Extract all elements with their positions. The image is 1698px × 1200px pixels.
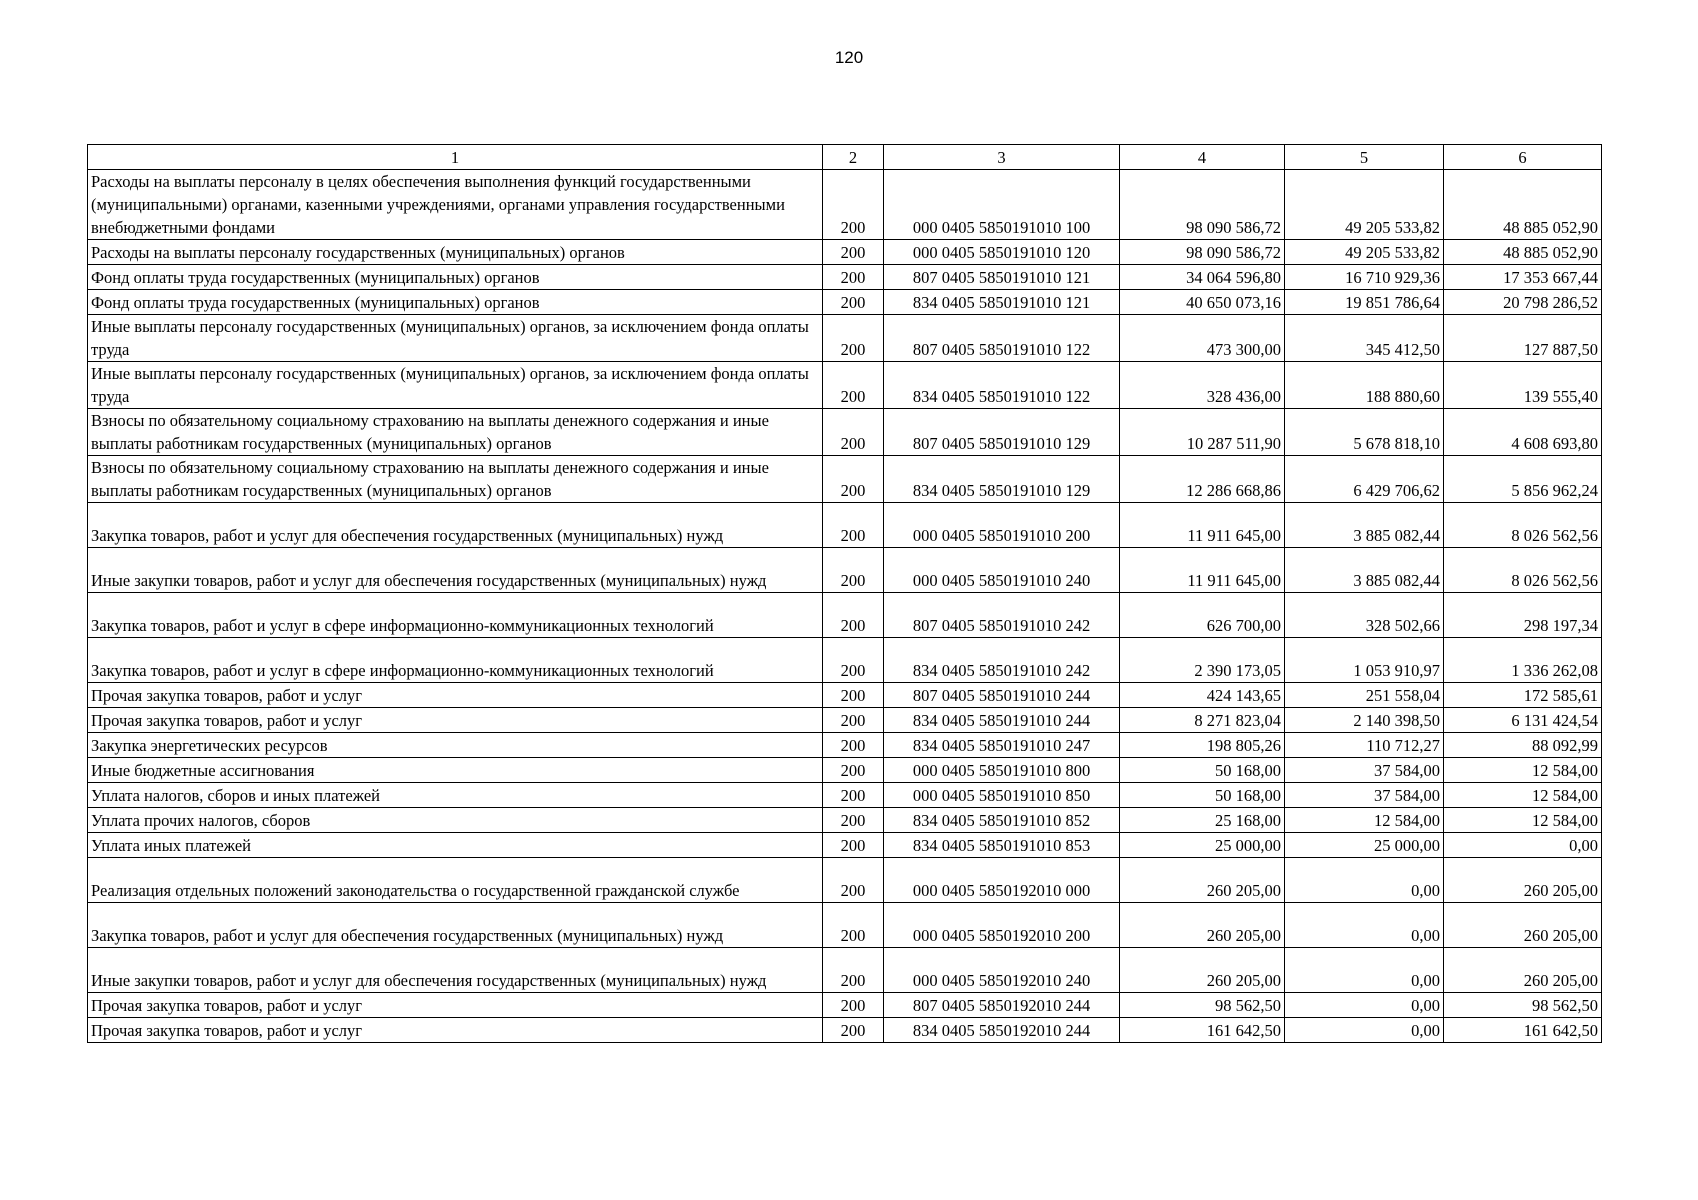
- row-line-code: 200: [823, 265, 884, 290]
- table-row: [88, 783, 1602, 808]
- row-unexecuted-amount: 5 856 962,24: [1444, 456, 1602, 503]
- row-unexecuted-amount: 260 205,00: [1444, 903, 1602, 948]
- row-executed-amount: 251 558,04: [1285, 683, 1444, 708]
- row-budget-code: 834 0405 5850191010 121: [884, 290, 1120, 315]
- row-unexecuted-amount: 0,00: [1444, 833, 1602, 858]
- table-row: [88, 903, 1602, 948]
- row-unexecuted-amount: 260 205,00: [1444, 858, 1602, 903]
- row-line-code: 200: [823, 948, 884, 993]
- table-row: [88, 638, 1602, 683]
- row-budget-code: 834 0405 5850191010 244: [884, 708, 1120, 733]
- row-executed-amount: 3 885 082,44: [1285, 548, 1444, 593]
- table-row: [88, 733, 1602, 758]
- row-line-code: 200: [823, 456, 884, 503]
- row-executed-amount: 328 502,66: [1285, 593, 1444, 638]
- row-budget-code: 834 0405 5850191010 122: [884, 362, 1120, 409]
- row-line-code: 200: [823, 783, 884, 808]
- row-name: Уплата иных платежей: [88, 833, 823, 858]
- row-executed-amount: 110 712,27: [1285, 733, 1444, 758]
- table-row: [88, 993, 1602, 1018]
- row-executed-amount: 3 885 082,44: [1285, 503, 1444, 548]
- row-line-code: 200: [823, 315, 884, 362]
- row-budget-code: 000 0405 5850191010 200: [884, 503, 1120, 548]
- row-approved-amount: 260 205,00: [1120, 948, 1285, 993]
- row-executed-amount: 25 000,00: [1285, 833, 1444, 858]
- column-header: 6: [1444, 145, 1602, 170]
- row-line-code: 200: [823, 170, 884, 240]
- row-line-code: 200: [823, 758, 884, 783]
- row-name: Закупка товаров, работ и услуг в сфере информационно-коммуникационных технологий: [88, 638, 823, 683]
- row-line-code: 200: [823, 548, 884, 593]
- row-name: Взносы по обязательному социальному страхованию на выплаты денежного содержания и иные выплаты работникам государственных (муниципальных) органов: [88, 456, 823, 503]
- row-approved-amount: 40 650 073,16: [1120, 290, 1285, 315]
- row-budget-code: 000 0405 5850192010 200: [884, 903, 1120, 948]
- row-name: Расходы на выплаты персоналу государственных (муниципальных) органов: [88, 240, 823, 265]
- row-approved-amount: 25 000,00: [1120, 833, 1285, 858]
- table-row: [88, 548, 1602, 593]
- table-row: [88, 503, 1602, 548]
- row-line-code: 200: [823, 362, 884, 409]
- row-unexecuted-amount: 6 131 424,54: [1444, 708, 1602, 733]
- row-executed-amount: 49 205 533,82: [1285, 170, 1444, 240]
- row-line-code: 200: [823, 708, 884, 733]
- row-line-code: 200: [823, 1018, 884, 1043]
- column-header: 5: [1285, 145, 1444, 170]
- table-row: [88, 1018, 1602, 1043]
- row-line-code: 200: [823, 503, 884, 548]
- column-header: 4: [1120, 145, 1285, 170]
- row-unexecuted-amount: 12 584,00: [1444, 783, 1602, 808]
- row-unexecuted-amount: 161 642,50: [1444, 1018, 1602, 1043]
- row-approved-amount: 25 168,00: [1120, 808, 1285, 833]
- row-budget-code: 000 0405 5850191010 100: [884, 170, 1120, 240]
- row-name: Иные выплаты персоналу государственных (муниципальных) органов, за исключением фонда оплаты труда: [88, 315, 823, 362]
- column-header: 1: [88, 145, 823, 170]
- row-executed-amount: 345 412,50: [1285, 315, 1444, 362]
- row-executed-amount: 1 053 910,97: [1285, 638, 1444, 683]
- row-executed-amount: 37 584,00: [1285, 758, 1444, 783]
- row-name: Иные закупки товаров, работ и услуг для обеспечения государственных (муниципальных) нужд: [88, 548, 823, 593]
- row-approved-amount: 260 205,00: [1120, 903, 1285, 948]
- row-unexecuted-amount: 4 608 693,80: [1444, 409, 1602, 456]
- row-line-code: 200: [823, 290, 884, 315]
- row-unexecuted-amount: 172 585,61: [1444, 683, 1602, 708]
- row-budget-code: 834 0405 5850191010 129: [884, 456, 1120, 503]
- row-line-code: 200: [823, 593, 884, 638]
- row-line-code: 200: [823, 409, 884, 456]
- row-unexecuted-amount: 8 026 562,56: [1444, 503, 1602, 548]
- table-row: [88, 833, 1602, 858]
- row-approved-amount: 11 911 645,00: [1120, 548, 1285, 593]
- row-line-code: 200: [823, 903, 884, 948]
- row-approved-amount: 328 436,00: [1120, 362, 1285, 409]
- row-budget-code: 000 0405 5850191010 800: [884, 758, 1120, 783]
- row-unexecuted-amount: 12 584,00: [1444, 808, 1602, 833]
- row-executed-amount: 0,00: [1285, 993, 1444, 1018]
- row-executed-amount: 6 429 706,62: [1285, 456, 1444, 503]
- row-name: Прочая закупка товаров, работ и услуг: [88, 1018, 823, 1043]
- row-unexecuted-amount: 88 092,99: [1444, 733, 1602, 758]
- row-line-code: 200: [823, 808, 884, 833]
- row-approved-amount: 198 805,26: [1120, 733, 1285, 758]
- row-executed-amount: 12 584,00: [1285, 808, 1444, 833]
- row-budget-code: 807 0405 5850191010 121: [884, 265, 1120, 290]
- row-name: Фонд оплаты труда государственных (муниципальных) органов: [88, 290, 823, 315]
- row-line-code: 200: [823, 683, 884, 708]
- page-number: 120: [834, 48, 864, 67]
- row-unexecuted-amount: 48 885 052,90: [1444, 170, 1602, 240]
- row-line-code: 200: [823, 638, 884, 683]
- table-row: [88, 708, 1602, 733]
- row-unexecuted-amount: 127 887,50: [1444, 315, 1602, 362]
- row-budget-code: 807 0405 5850191010 244: [884, 683, 1120, 708]
- table-row: [88, 808, 1602, 833]
- row-budget-code: 834 0405 5850191010 247: [884, 733, 1120, 758]
- row-name: Иные выплаты персоналу государственных (муниципальных) органов, за исключением фонда оплаты труда: [88, 362, 823, 409]
- row-name: Расходы на выплаты персоналу в целях обеспечения выполнения функций государственными (муниципальными) органами, казенными учреждениями, органами управления государственными внебюджетными фондами: [88, 170, 823, 240]
- row-budget-code: 000 0405 5850191010 850: [884, 783, 1120, 808]
- row-unexecuted-amount: 139 555,40: [1444, 362, 1602, 409]
- budget-execution-table: [87, 144, 1602, 1043]
- row-budget-code: 807 0405 5850191010 129: [884, 409, 1120, 456]
- row-approved-amount: 2 390 173,05: [1120, 638, 1285, 683]
- row-name: Прочая закупка товаров, работ и услуг: [88, 993, 823, 1018]
- row-approved-amount: 8 271 823,04: [1120, 708, 1285, 733]
- row-name: Уплата налогов, сборов и иных платежей: [88, 783, 823, 808]
- row-executed-amount: 0,00: [1285, 948, 1444, 993]
- row-approved-amount: 626 700,00: [1120, 593, 1285, 638]
- row-name: Фонд оплаты труда государственных (муниципальных) органов: [88, 265, 823, 290]
- row-approved-amount: 424 143,65: [1120, 683, 1285, 708]
- row-name: Реализация отдельных положений законодательства о государственной гражданской службе: [88, 858, 823, 903]
- row-unexecuted-amount: 17 353 667,44: [1444, 265, 1602, 290]
- row-approved-amount: 50 168,00: [1120, 758, 1285, 783]
- row-budget-code: 000 0405 5850192010 000: [884, 858, 1120, 903]
- row-budget-code: 807 0405 5850191010 122: [884, 315, 1120, 362]
- row-name: Взносы по обязательному социальному страхованию на выплаты денежного содержания и иные выплаты работникам государственных (муниципальных) органов: [88, 409, 823, 456]
- row-budget-code: 807 0405 5850192010 244: [884, 993, 1120, 1018]
- column-header: 2: [823, 145, 884, 170]
- row-approved-amount: 10 287 511,90: [1120, 409, 1285, 456]
- row-name: Закупка товаров, работ и услуг в сфере информационно-коммуникационных технологий: [88, 593, 823, 638]
- table-row: [88, 362, 1602, 409]
- row-name: Прочая закупка товаров, работ и услуг: [88, 683, 823, 708]
- row-executed-amount: 0,00: [1285, 1018, 1444, 1043]
- row-line-code: 200: [823, 858, 884, 903]
- row-name: Уплата прочих налогов, сборов: [88, 808, 823, 833]
- row-budget-code: 834 0405 5850192010 244: [884, 1018, 1120, 1043]
- row-executed-amount: 37 584,00: [1285, 783, 1444, 808]
- row-executed-amount: 16 710 929,36: [1285, 265, 1444, 290]
- row-approved-amount: 11 911 645,00: [1120, 503, 1285, 548]
- table-row: [88, 593, 1602, 638]
- row-unexecuted-amount: 20 798 286,52: [1444, 290, 1602, 315]
- table-row: [88, 315, 1602, 362]
- row-line-code: 200: [823, 733, 884, 758]
- row-executed-amount: 2 140 398,50: [1285, 708, 1444, 733]
- row-executed-amount: 0,00: [1285, 858, 1444, 903]
- row-line-code: 200: [823, 993, 884, 1018]
- row-budget-code: 000 0405 5850191010 240: [884, 548, 1120, 593]
- row-executed-amount: 19 851 786,64: [1285, 290, 1444, 315]
- row-approved-amount: 473 300,00: [1120, 315, 1285, 362]
- table-row: [88, 265, 1602, 290]
- row-budget-code: 000 0405 5850191010 120: [884, 240, 1120, 265]
- row-approved-amount: 98 562,50: [1120, 993, 1285, 1018]
- row-unexecuted-amount: 8 026 562,56: [1444, 548, 1602, 593]
- row-executed-amount: 5 678 818,10: [1285, 409, 1444, 456]
- row-name: Иные бюджетные ассигнования: [88, 758, 823, 783]
- row-budget-code: 834 0405 5850191010 853: [884, 833, 1120, 858]
- row-name: Закупка товаров, работ и услуг для обеспечения государственных (муниципальных) нужд: [88, 503, 823, 548]
- row-approved-amount: 34 064 596,80: [1120, 265, 1285, 290]
- row-name: Закупка товаров, работ и услуг для обеспечения государственных (муниципальных) нужд: [88, 903, 823, 948]
- table-row: [88, 948, 1602, 993]
- row-approved-amount: 12 286 668,86: [1120, 456, 1285, 503]
- row-approved-amount: 50 168,00: [1120, 783, 1285, 808]
- row-executed-amount: 49 205 533,82: [1285, 240, 1444, 265]
- row-unexecuted-amount: 48 885 052,90: [1444, 240, 1602, 265]
- row-unexecuted-amount: 12 584,00: [1444, 758, 1602, 783]
- table-row: [88, 456, 1602, 503]
- row-unexecuted-amount: 1 336 262,08: [1444, 638, 1602, 683]
- row-approved-amount: 260 205,00: [1120, 858, 1285, 903]
- table-row: [88, 240, 1602, 265]
- row-budget-code: 834 0405 5850191010 852: [884, 808, 1120, 833]
- row-unexecuted-amount: 260 205,00: [1444, 948, 1602, 993]
- table-row: [88, 170, 1602, 240]
- row-approved-amount: 98 090 586,72: [1120, 170, 1285, 240]
- table-row: [88, 409, 1602, 456]
- row-line-code: 200: [823, 833, 884, 858]
- row-name: Прочая закупка товаров, работ и услуг: [88, 708, 823, 733]
- column-header: 3: [884, 145, 1120, 170]
- row-budget-code: 000 0405 5850192010 240: [884, 948, 1120, 993]
- row-approved-amount: 98 090 586,72: [1120, 240, 1285, 265]
- row-budget-code: 807 0405 5850191010 242: [884, 593, 1120, 638]
- row-unexecuted-amount: 98 562,50: [1444, 993, 1602, 1018]
- row-line-code: 200: [823, 240, 884, 265]
- row-budget-code: 834 0405 5850191010 242: [884, 638, 1120, 683]
- row-name: Закупка энергетических ресурсов: [88, 733, 823, 758]
- row-executed-amount: 188 880,60: [1285, 362, 1444, 409]
- row-executed-amount: 0,00: [1285, 903, 1444, 948]
- table-row: [88, 758, 1602, 783]
- table-row: [88, 290, 1602, 315]
- table-row: [88, 683, 1602, 708]
- row-name: Иные закупки товаров, работ и услуг для обеспечения государственных (муниципальных) нужд: [88, 948, 823, 993]
- table-row: [88, 858, 1602, 903]
- row-unexecuted-amount: 298 197,34: [1444, 593, 1602, 638]
- header-row: [88, 145, 1602, 170]
- row-approved-amount: 161 642,50: [1120, 1018, 1285, 1043]
